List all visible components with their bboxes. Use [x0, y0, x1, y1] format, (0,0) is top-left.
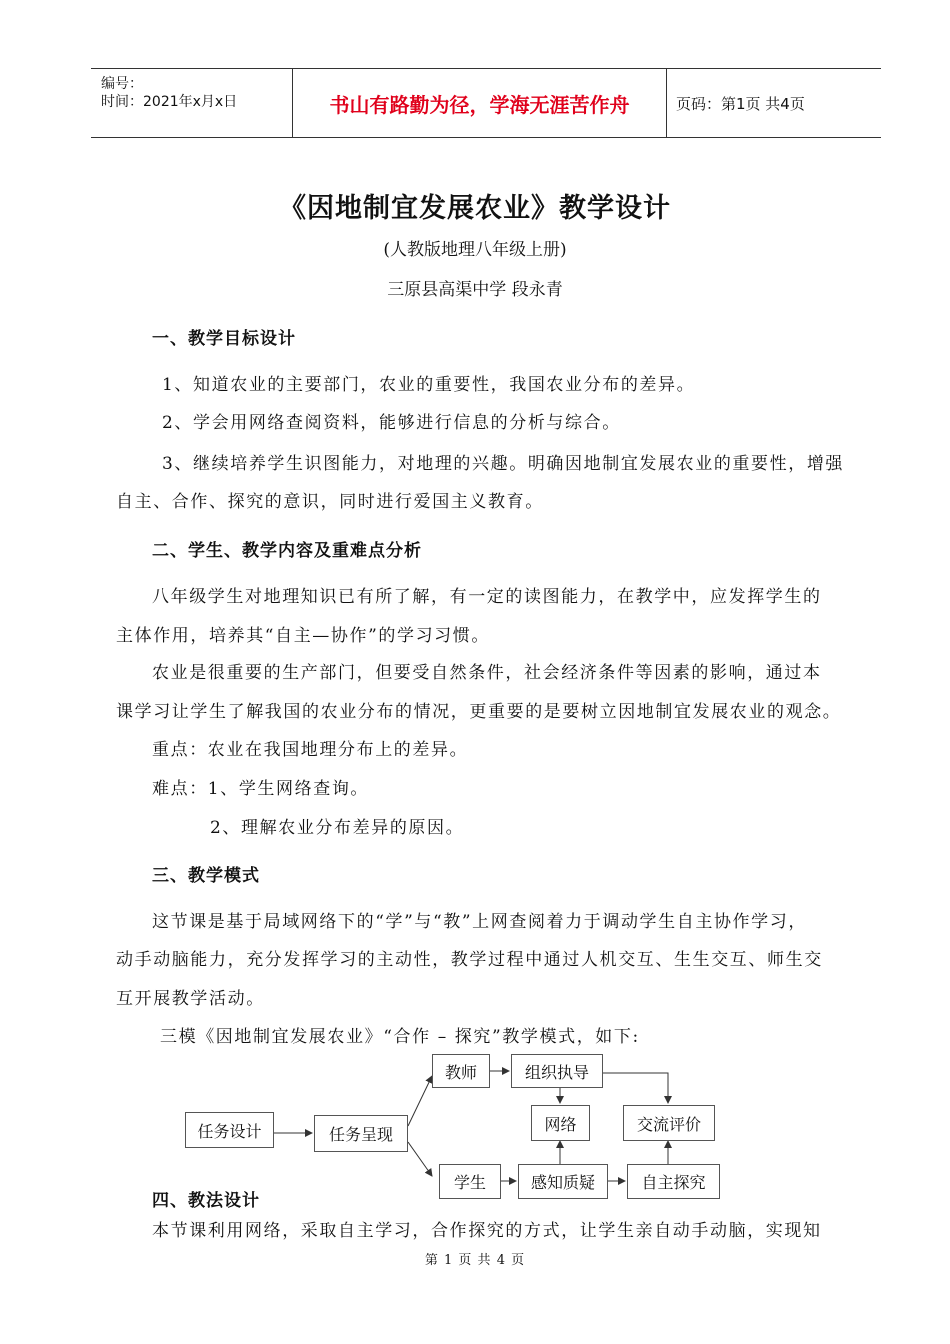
section-3-para-2: 三模《因地制宜发展农业》“合作 – 探究”教学模式，如下:: [160, 1027, 640, 1047]
number-label: 编号：: [101, 76, 143, 92]
section-4-heading: 四、教法设计: [152, 1191, 260, 1211]
node-network: 网络: [531, 1105, 590, 1141]
difficulty-1: 难点：1、学生网络查询。: [152, 779, 370, 799]
doc-subtitle: (人教版地理八年级上册): [383, 240, 567, 260]
node-explore: 自主探究: [627, 1164, 720, 1199]
doc-title: 《因地制宜发展农业》教学设计: [279, 193, 671, 224]
node-teacher: 教师: [432, 1054, 490, 1088]
doc-author: 三原县高渠中学 段永青: [387, 280, 563, 300]
section-2-para-1-cont: 主体作用，培养其“自主—协作”的学习习惯。: [116, 626, 490, 646]
difficulty-2: 2、理解农业分布差异的原因。: [210, 818, 465, 838]
node-perceive: 感知质疑: [518, 1164, 608, 1199]
page-footer: 第 1 页 共 4 页: [424, 1253, 526, 1268]
section-2-para-1: 八年级学生对地理知识已有所了解，有一定的读图能力，在教学中，应发挥学生的: [152, 587, 822, 607]
section-1-heading: 一、教学目标设计: [152, 329, 296, 349]
section-2-para-2-cont: 课学习让学生了解我国的农业分布的情况，更重要的是要树立因地制宜发展农业的观念。: [116, 702, 842, 722]
section-2-heading: 二、学生、教学内容及重难点分析: [152, 541, 422, 561]
section-3-para-1-cont: 动手动脑能力，充分发挥学习的主动性，教学过程中通过人机交互、生生交互、师生交: [116, 950, 823, 970]
node-evaluate: 交流评价: [623, 1105, 715, 1141]
header-page-label: 页码：第1页 共4页: [676, 94, 805, 113]
node-organize: 组织执导: [511, 1054, 603, 1088]
section-3-para-1-end: 互开展教学活动。: [116, 989, 265, 1009]
time-label: 时间：2021年x月x日: [101, 94, 238, 110]
section-1-item-2: 2、学会用网络查阅资料，能够进行信息的分析与综合。: [162, 413, 621, 433]
header-motto: 书山有路勤为径，学海无涯苦作舟: [292, 69, 667, 137]
section-3-heading: 三、教学模式: [152, 866, 260, 886]
node-task-design: 任务设计: [185, 1112, 274, 1148]
section-1-item-1: 1、知道农业的主要部门，农业的重要性，我国农业分布的差异。: [162, 375, 696, 395]
section-2-para-2: 农业是很重要的生产部门，但要受自然条件，社会经济条件等因素的影响，通过本: [152, 663, 822, 683]
node-student: 学生: [439, 1164, 501, 1199]
key-point: 重点：农业在我国地理分布上的差异。: [152, 740, 469, 760]
section-4-para-1: 本节课利用网络，采取自主学习，合作探究的方式，让学生亲自动手动脑，实现知: [152, 1221, 822, 1241]
section-1-item-3-cont: 自主、合作、探究的意识，同时进行爱国主义教育。: [116, 492, 544, 512]
section-3-para-1: 这节课是基于局域网络下的“学”与“教”上网查阅着力于调动学生自主协作学习，: [152, 912, 807, 932]
section-1-item-3: 3、继续培养学生识图能力，对地理的兴趣。明确因地制宜发展农业的重要性，增强: [162, 454, 845, 474]
node-task-present: 任务呈现: [314, 1115, 408, 1152]
